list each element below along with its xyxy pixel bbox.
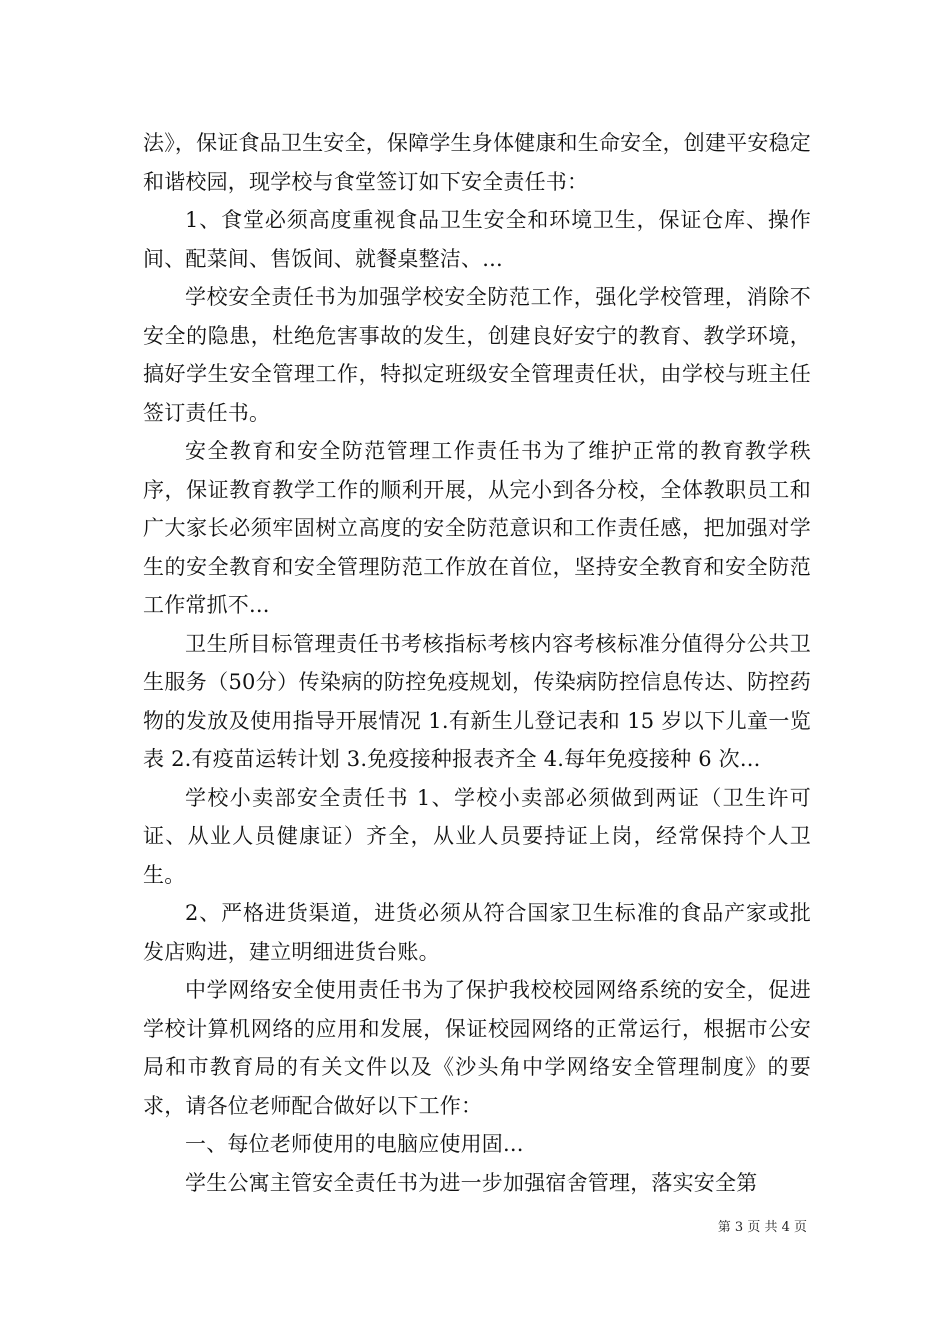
paragraph: 学校安全责任书为加强学校安全防范工作，强化学校管理，消除不安全的隐患，杜绝危害事故的发生，创建良好安宁的教育、教学环境，搞好学生安全管理工作，特拟定班级安全管理责任状，由学校与班主任签订责任书。 bbox=[143, 285, 811, 425]
paragraph: 2、严格进货渠道，进货必须从符合国家卫生标准的食品产家或批发店购进，建立明细进货台账。 bbox=[143, 901, 811, 964]
paragraph: 一、每位老师使用的电脑应使用固... bbox=[185, 1132, 524, 1156]
paragraph: 法》，保证食品卫生安全，保障学生身体健康和生命安全，创建平安稳定和谐校园，现学校与食堂签订如下安全责任书： bbox=[143, 131, 811, 194]
paragraph: 卫生所目标管理责任书考核指标考核内容考核标准分值得分公共卫生服务（50分）传染病的防控免疫规划，传染病防控信息传达、防控药物的发放及使用指导开展情况 1.有新生儿登记表和 15 岁以下儿童一览表 2.有疫苗运转计划 3.免疫接种报表齐全 4.每年免疫接种 6 次... bbox=[143, 631, 811, 771]
paragraph: 学生公寓主管安全责任书为进一步加强宿舍管理，落实安全第 bbox=[185, 1170, 758, 1195]
page-number: 第 3 页 共 4 页 bbox=[717, 1220, 807, 1235]
paragraph: 中学网络安全使用责任书为了保护我校校园网络系统的安全，促进学校计算机网络的应用和发展，保证校园网络的正常运行，根据市公安局和市教育局的有关文件以及《沙头角中学网络安全管理制度》的要求，请各位老师配合做好以下工作： bbox=[143, 978, 811, 1118]
document-body bbox=[143, 124, 811, 1202]
paragraph: 1、食堂必须高度重视食品卫生安全和环境卫生，保证仓库、操作间、配菜间、售饭间、就餐桌整洁、... bbox=[143, 208, 811, 271]
paragraph: 安全教育和安全防范管理工作责任书为了维护正常的教育教学秩序，保证教育教学工作的顺利开展，从完小到各分校，全体教职员工和广大家长必须牢固树立高度的安全防范意识和工作责任感，把加强对学生的安全教育和安全管理防范工作放在首位，坚持安全教育和安全防范工作常抓不... bbox=[143, 439, 811, 617]
paragraph: 学校小卖部安全责任书 1、学校小卖部必须做到两证（卫生许可证、从业人员健康证）齐全，从业人员要持证上岗，经常保持个人卫生。 bbox=[143, 785, 811, 887]
